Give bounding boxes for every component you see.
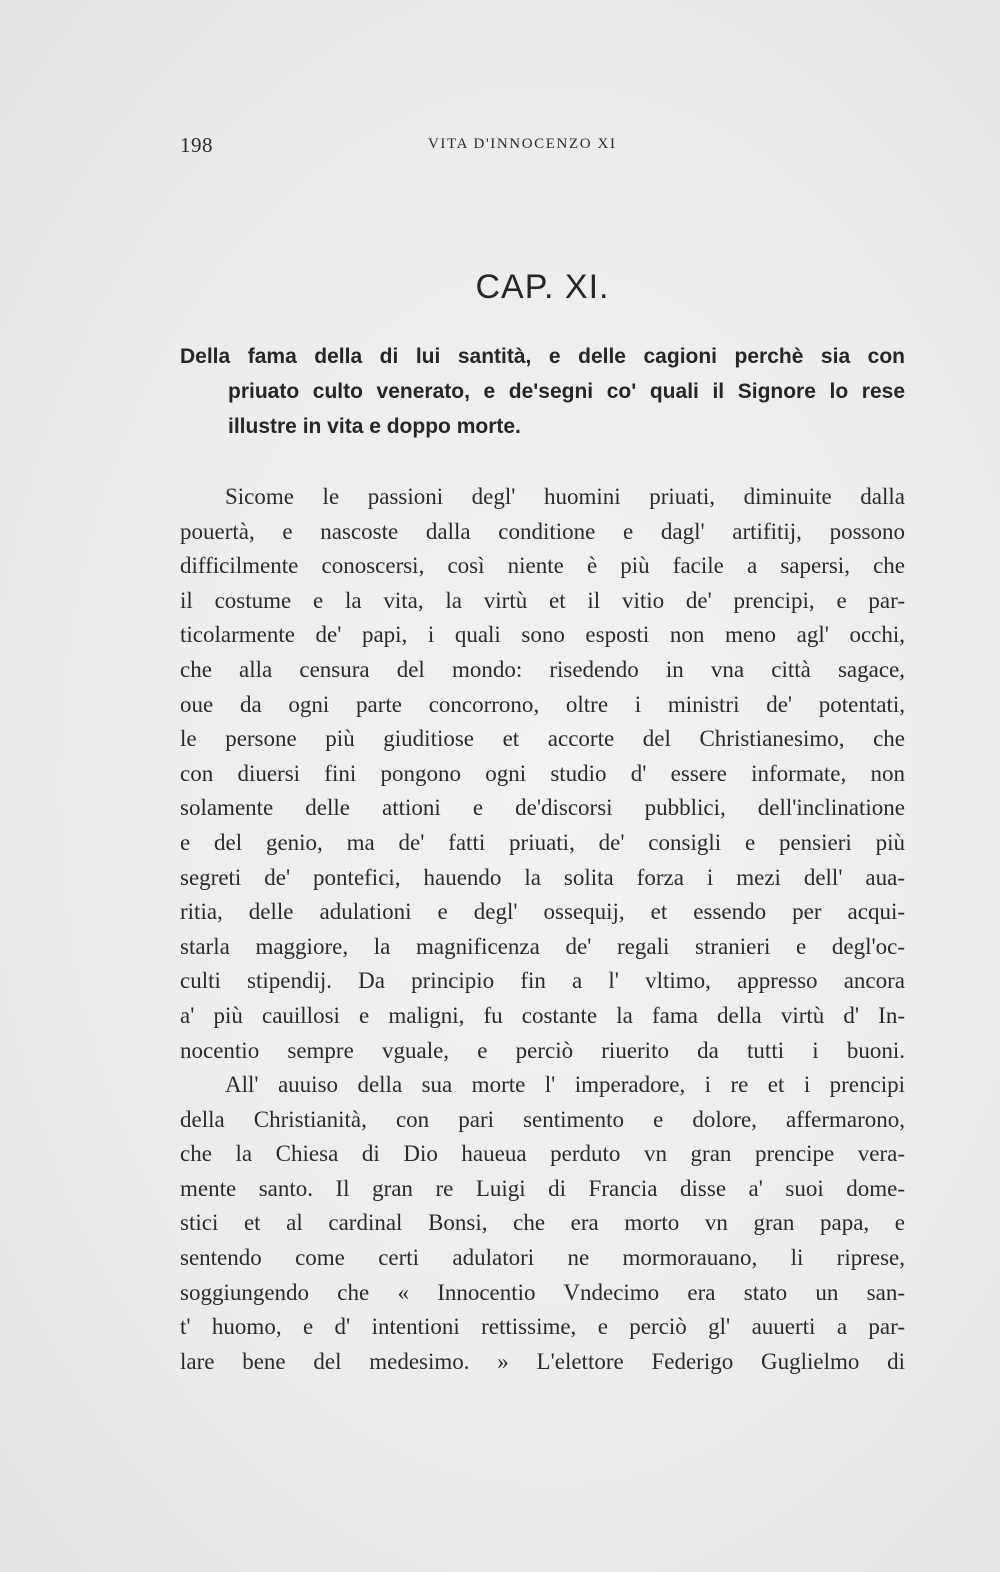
text-line: lare bene del medesimo. » L'elettore Federigo Guglielmo di xyxy=(180,1348,905,1374)
text-line: t' huomo, e d' intentioni rettissime, e perciò gl' auuerti a par- xyxy=(180,1314,905,1340)
text-line: soggiungendo che « Innocentio Vndecimo era stato un san- xyxy=(180,1279,905,1305)
chapter-title: CAP. XI. xyxy=(475,268,610,306)
text-line: culti stipendij. Da principio fin a l' vltimo, appresso ancora xyxy=(180,968,905,994)
text-line: con diuersi fini pongono ogni studio d' essere informate, non xyxy=(180,760,905,786)
text-line: nocentio sempre vguale, e perciò riuerito da tutti i buoni. xyxy=(180,1037,905,1063)
text-line: oue da ogni parte concorrono, oltre i ministri de' potentati, xyxy=(180,691,905,717)
text-line: ritia, delle adulationi e degl' ossequij, et essendo per acqui- xyxy=(180,899,905,925)
running-head xyxy=(180,133,905,159)
text-line: pouertà, e nascoste dalla conditione e dagl' artifitij, possono xyxy=(180,518,905,544)
text-line: stici et al cardinal Bonsi, che era morto vn gran papa, e xyxy=(180,1210,905,1236)
running-title: VITA D'INNOCENZO XI xyxy=(428,136,617,152)
text-line: che alla censura del mondo: risedendo in vna città sagace, xyxy=(180,656,905,682)
text-line: e del genio, ma de' fatti priuati, de' consigli e pensieri più xyxy=(180,829,905,855)
text-line: difficilmente conoscersi, così niente è più facile a sapersi, che xyxy=(180,553,905,579)
summary-line: Della fama della di lui santità, e delle cagioni perchè sia con xyxy=(180,345,905,368)
text-line: starla maggiore, la magnificenza de' regali stranieri e degl'oc- xyxy=(180,933,905,959)
text-line: il costume e la vita, la virtù et il vitio de' prencipi, e par- xyxy=(180,587,905,613)
text-line: solamente delle attioni e de'discorsi pubblici, dell'inclinatione xyxy=(180,795,905,821)
text-line: ticolarmente de' papi, i quali sono esposti non meno agl' occhi, xyxy=(180,622,905,648)
text-line: che la Chiesa di Dio haueua perduto vn gran prencipe vera- xyxy=(180,1141,905,1167)
text-line: a' più cauillosi e maligni, fu costante la fama della virtù d' In- xyxy=(180,1002,905,1028)
text-line: segreti de' pontefici, hauendo la solita forza i mezi dell' aua- xyxy=(180,864,905,890)
body-text xyxy=(180,480,905,1379)
text-line: All' auuiso della sua morte l' imperadore, i re et i prencipi xyxy=(225,1072,905,1098)
text-line: Sicome le passioni degl' huomini priuati, diminuite dalla xyxy=(225,484,905,509)
summary-line: priuato culto venerato, e de'segni co' quali il Signore lo rese xyxy=(228,380,905,403)
text-line: sentendo come certi adulatori ne mormorauano, li riprese, xyxy=(180,1245,905,1271)
page-number: 198 xyxy=(180,133,213,157)
text-line: mente santo. Il gran re Luigi di Francia disse a' suoi dome- xyxy=(180,1175,905,1201)
text-line: della Christianità, con pari sentimento e dolore, affermarono, xyxy=(180,1106,905,1132)
text-line: le persone più giuditiose et accorte del Christianesimo, che xyxy=(180,726,905,752)
chapter-summary xyxy=(180,339,905,444)
summary-line: illustre in vita e doppo morte. xyxy=(228,415,521,438)
